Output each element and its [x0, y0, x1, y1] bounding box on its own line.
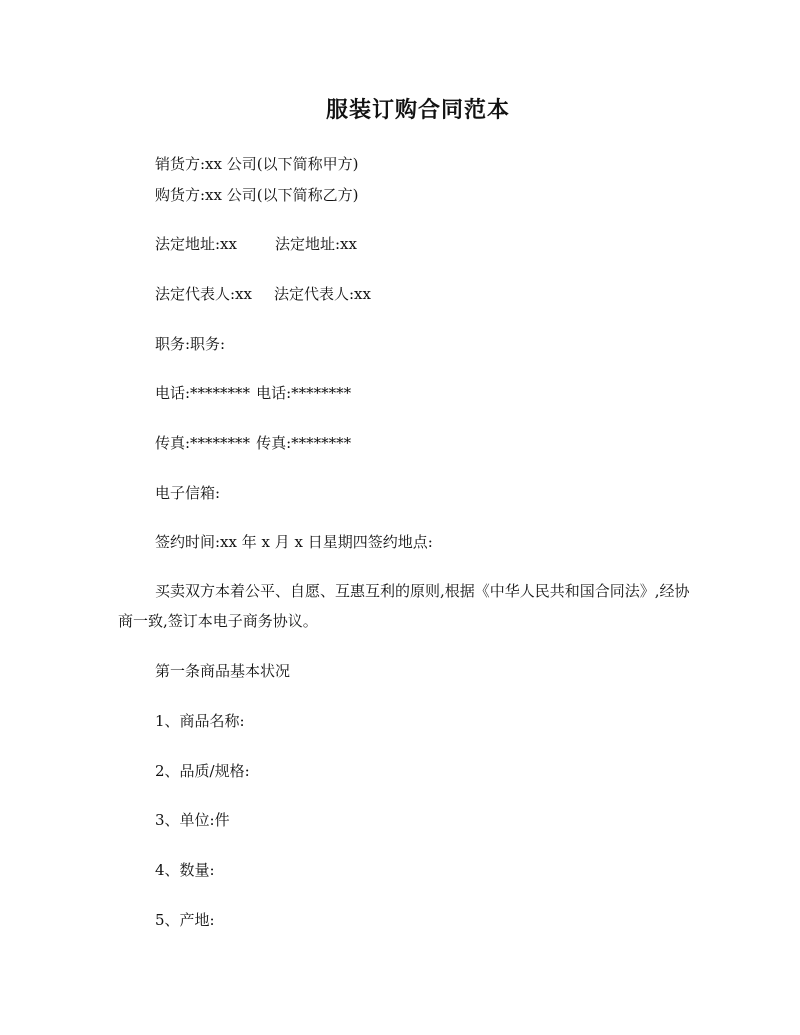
phone-b: 电话:******** [256, 384, 352, 402]
item-quality-spec: 2、品质/规格: [155, 762, 250, 780]
position-line: 职务:职务: [155, 335, 226, 353]
address-row [155, 234, 357, 254]
item-unit: 3、单位:件 [155, 811, 230, 829]
phone-a: 电话:******** [155, 384, 251, 402]
item-origin: 5、产地: [155, 911, 215, 929]
preamble-paragraph: 买卖双方本着公平、自愿、互惠互利的原则,根据《中华人民共和国合同法》,经协商一致,签订本电子商务协议。 [118, 582, 690, 630]
seller-line: 销货方:xx 公司(以下简称甲方) [155, 155, 359, 173]
address-a: 法定地址:xx [155, 235, 237, 253]
item-product-name: 1、商品名称: [155, 712, 245, 730]
signing-line: 签约时间:xx 年 x 月 x 日星期四签约地点: [155, 533, 433, 551]
document-title: 服装订购合同范本 [325, 97, 510, 123]
email-line: 电子信箱: [155, 484, 221, 502]
buyer-line: 购货方:xx 公司(以下简称乙方) [155, 186, 359, 204]
fax-row [155, 433, 351, 453]
representative-row [155, 284, 371, 304]
item-quantity: 4、数量: [155, 861, 215, 879]
phone-row [155, 383, 351, 403]
fax-a: 传真:******** [155, 434, 251, 452]
representative-b: 法定代表人:xx [273, 285, 371, 303]
article-1-heading: 第一条商品基本状况 [155, 662, 291, 680]
fax-b: 传真:******** [256, 434, 352, 452]
address-b: 法定地址:xx [274, 235, 357, 253]
representative-a: 法定代表人:xx [155, 285, 252, 303]
